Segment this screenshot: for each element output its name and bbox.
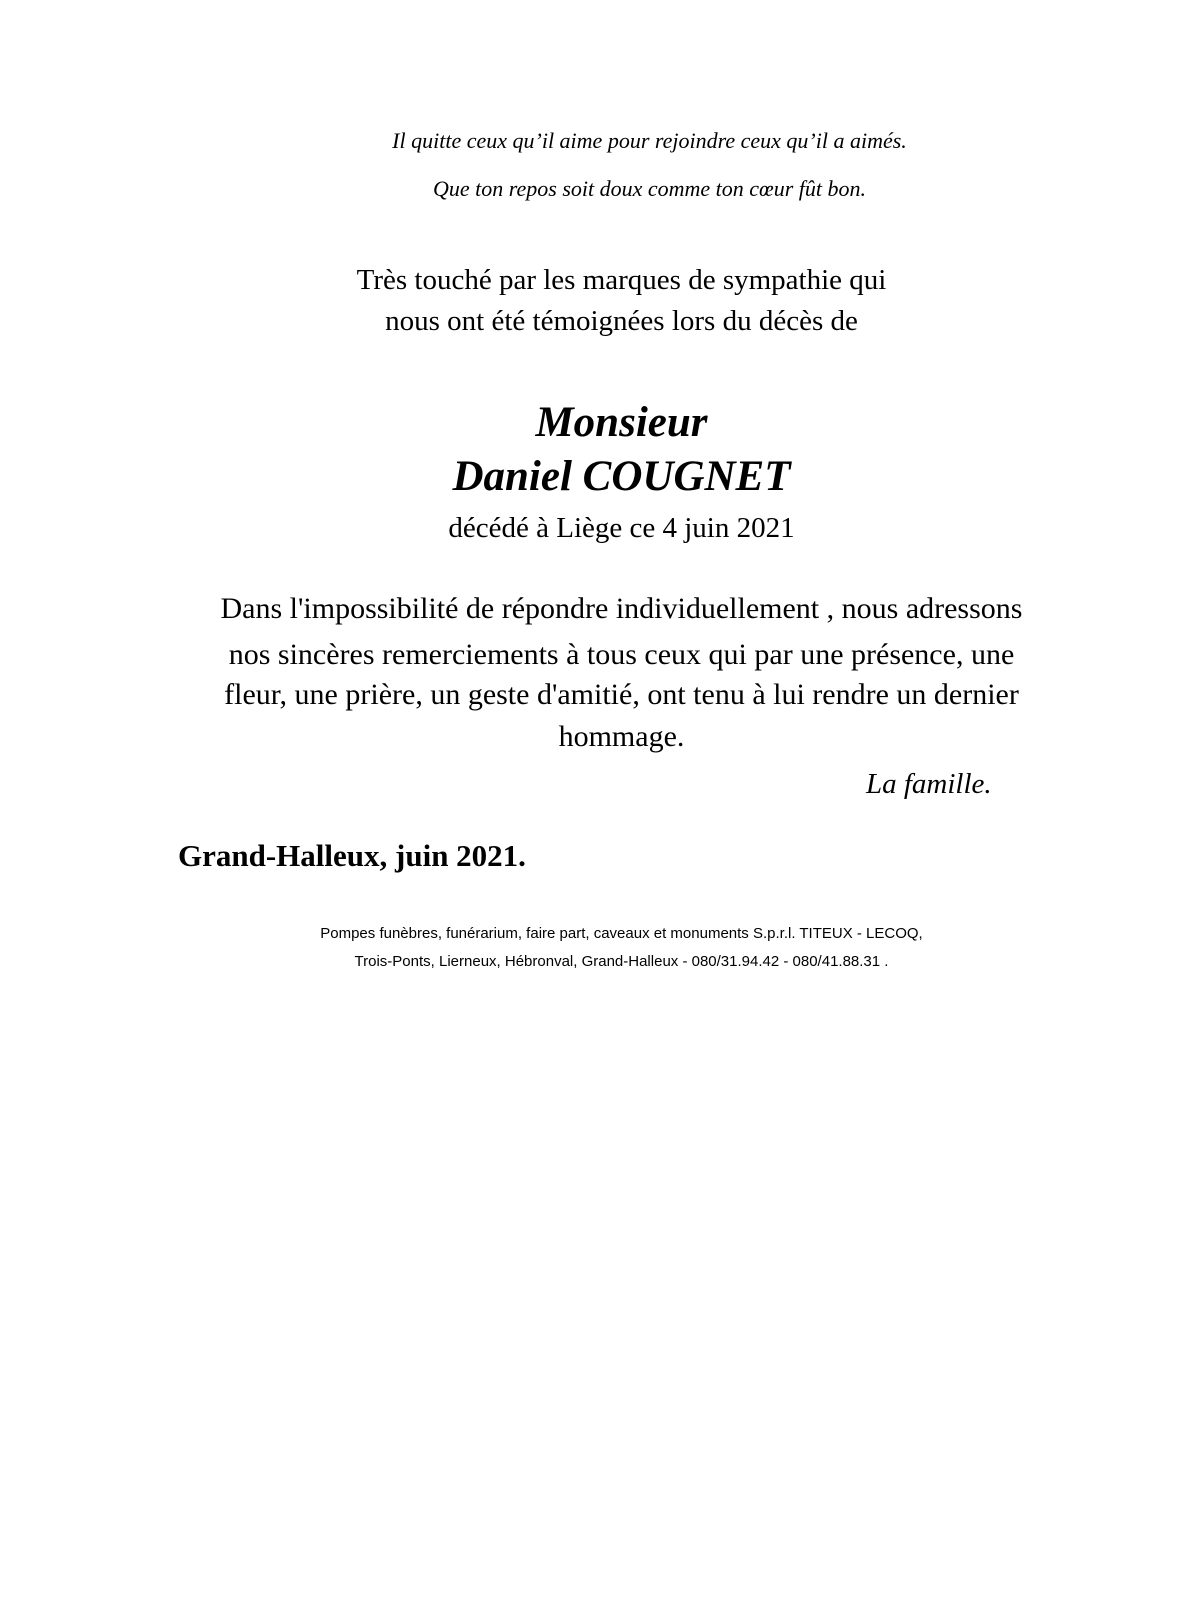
place-date: Grand-Halleux, juin 2021. [178, 838, 526, 873]
epigraph-line-1: Il quitte ceux qu’il aime pour rejoindre ceux qu’il a aimés. [392, 128, 907, 153]
deceased-name: Daniel COUGNET [452, 453, 791, 500]
intro-line-1: Très touché par les marques de sympathie qui [356, 264, 887, 296]
footer-line-1: Pompes funèbres, funérarium, faire part, caveaux et monuments S.p.r.l. TITEUX - LECOQ, [320, 925, 923, 942]
thanks-line-2: nos sincères remerciements à tous ceux qui par une présence, une [228, 638, 1015, 671]
epigraph-line-2: Que ton repos soit doux comme ton cœur fût bon. [432, 176, 867, 201]
signature: La famille. [866, 768, 992, 800]
thanks-line-4: hommage. [558, 720, 685, 753]
deceased-title: Monsieur [535, 399, 708, 446]
death-info: décédé à Liège ce 4 juin 2021 [448, 512, 795, 544]
thanks-line-1: Dans l'impossibilité de répondre individuellement , nous adressons [220, 592, 1023, 625]
thanks-line-3: fleur, une prière, un geste d'amitié, ont tenu à lui rendre un dernier [224, 678, 1019, 711]
intro-line-2: nous ont été témoignées lors du décès de [385, 305, 858, 337]
footer-line-2: Trois-Ponts, Lierneux, Hébronval, Grand-Halleux - 080/31.94.42 - 080/41.88.31 . [354, 953, 889, 970]
